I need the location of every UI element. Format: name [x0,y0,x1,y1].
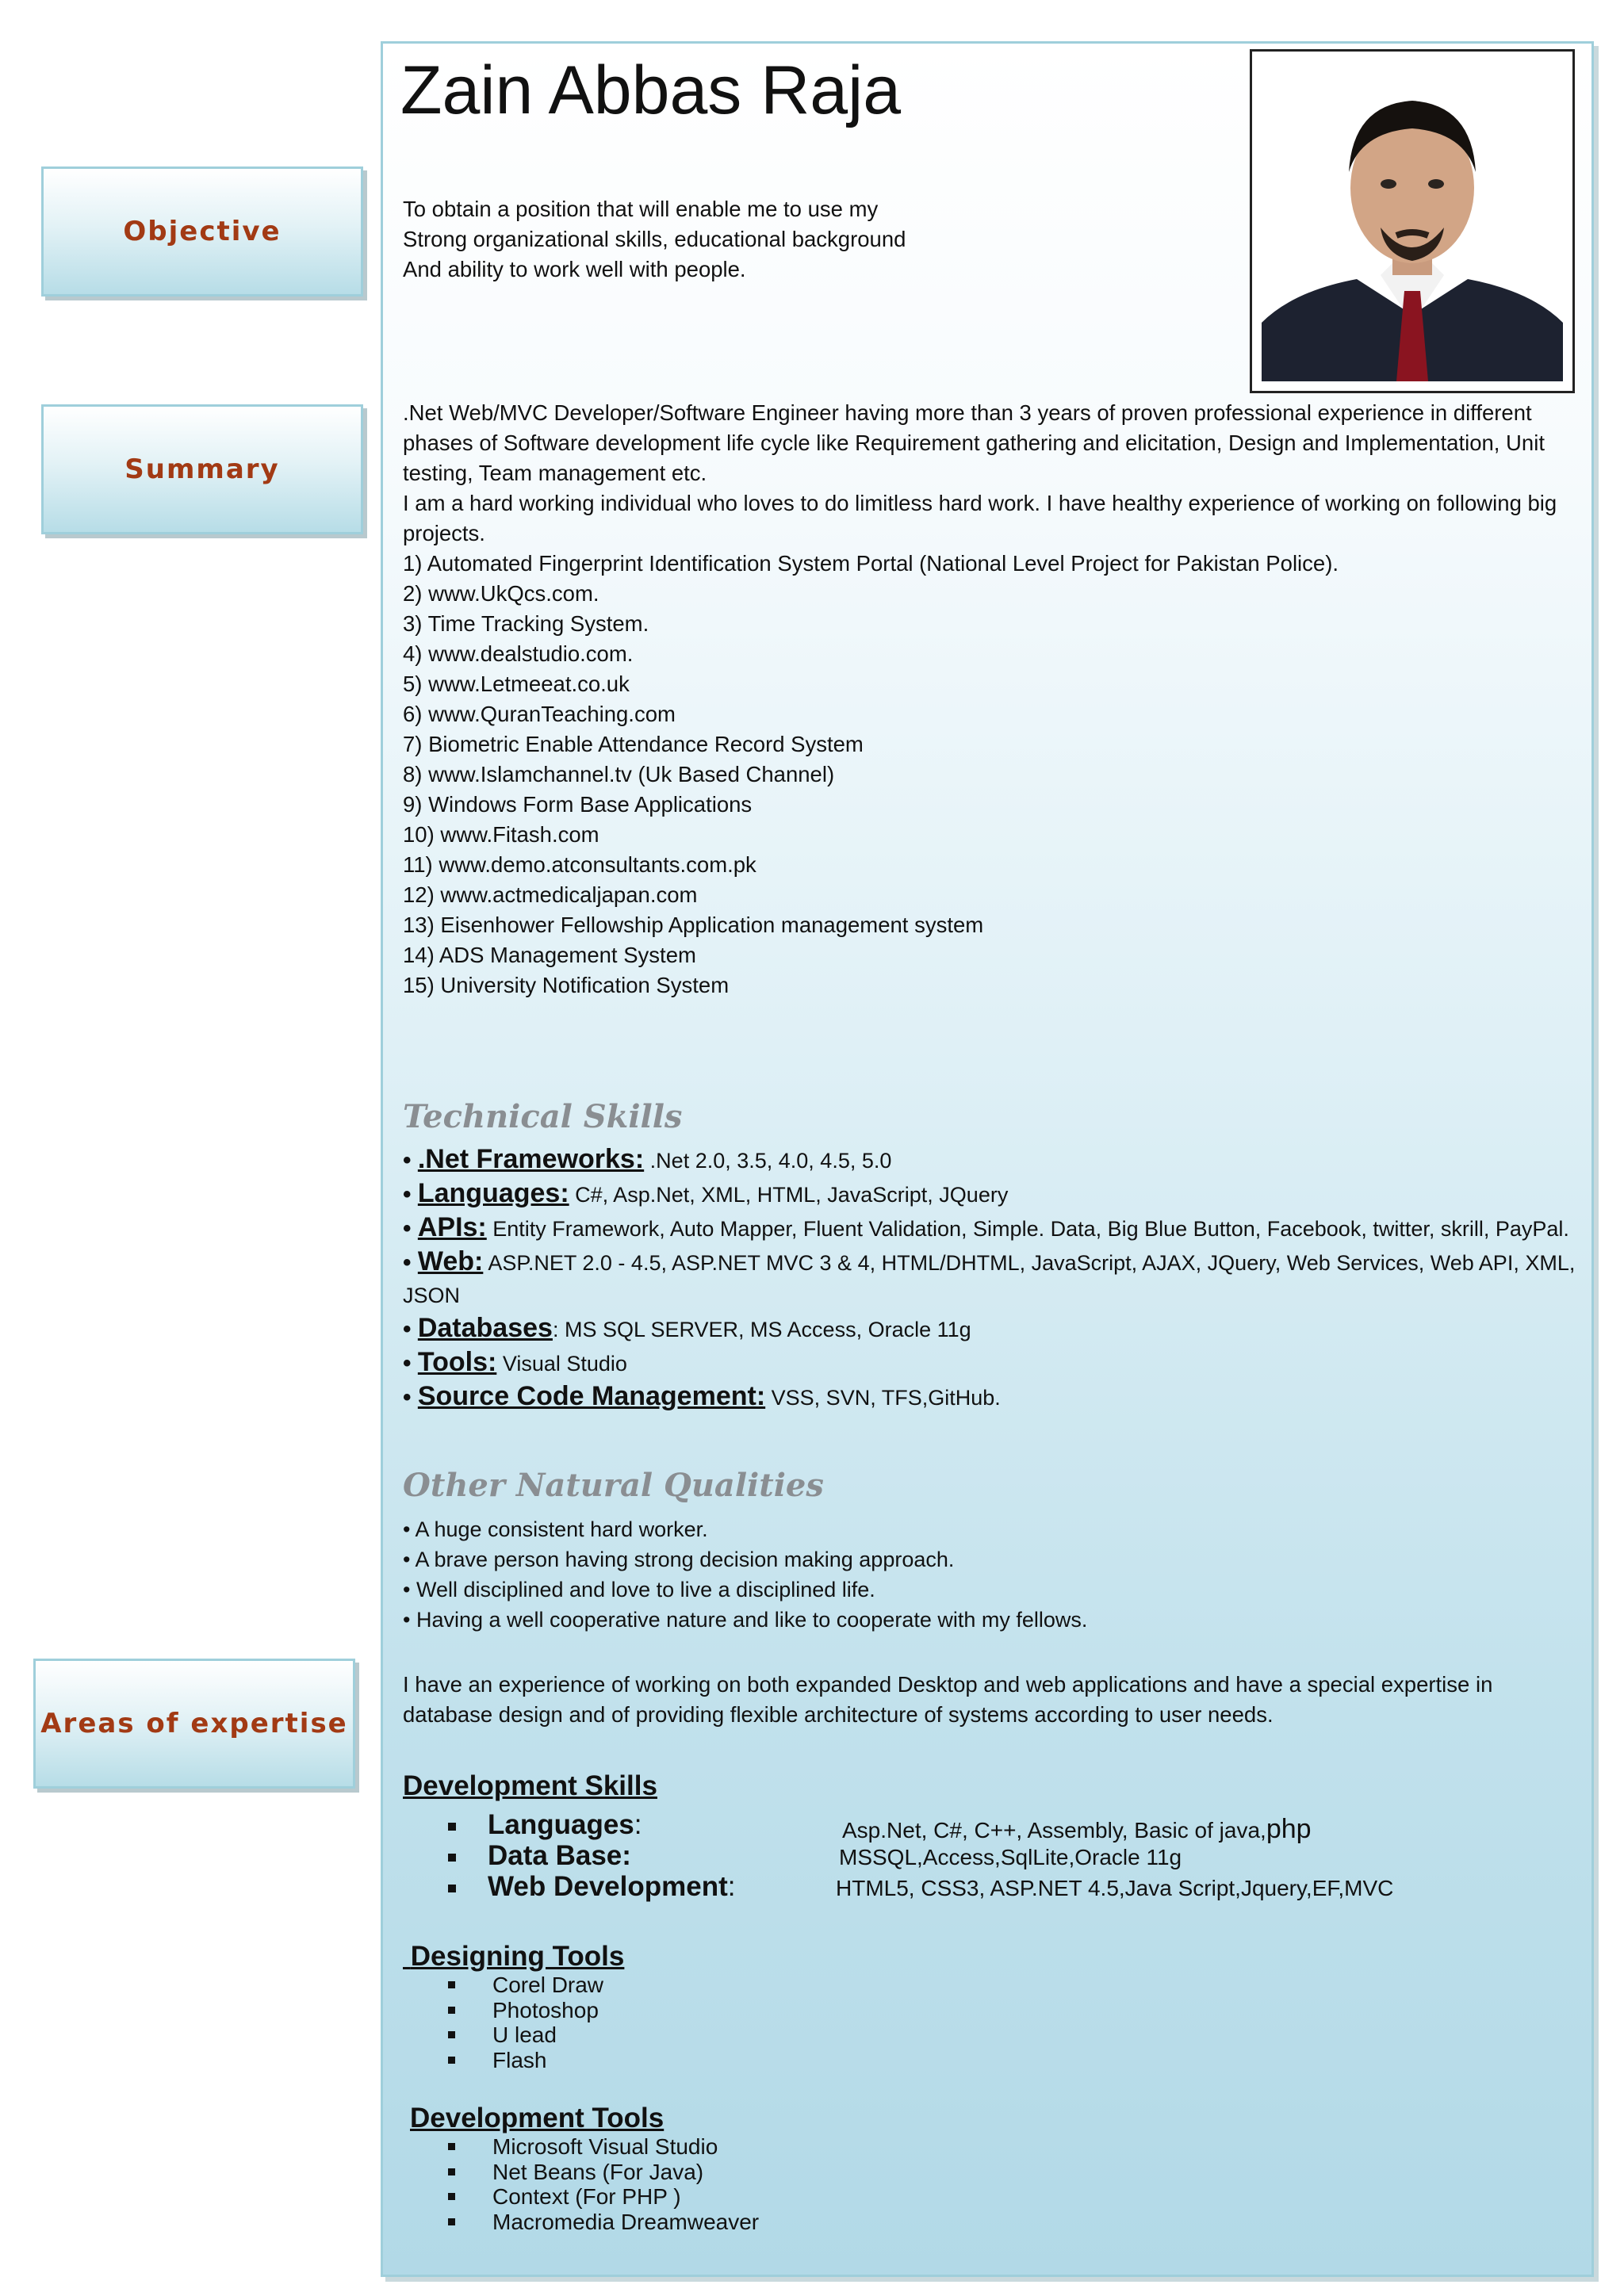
tech-skill-item: • Tools: Visual Studio [403,1347,627,1377]
dev-skill-label: Web Development [488,1871,728,1902]
project-item: 13) Eisenhower Fellowship Application management system [403,913,984,937]
tech-skill-key: .Net Frameworks: [417,1144,645,1174]
expertise-label-text: Areas of expertise [40,1708,348,1739]
dev-skill-value: MSSQL,Access,SqlLite,Oracle 11g [839,1845,1182,1869]
designing-tool-item [448,2048,603,2073]
objective-label [41,166,363,297]
development-tool-label: Macromedia Dreamweaver [492,2209,760,2234]
tech-skill-value: VSS, SVN, TFS,GitHub. [765,1386,1001,1410]
development-tool-item [448,2210,759,2235]
designing-tool-item [448,1973,603,1998]
dev-skill-row [448,1840,631,1872]
dev-skill-row [448,1871,735,1903]
summary-intro-2: I am a hard working individual who loves to do limitless hard work. I have healthy experience of working on following big projects. [403,491,1557,545]
project-item: 11) www.demo.atconsultants.com.pk [403,852,756,877]
designing-tool-label: Corel Draw [492,1973,604,1997]
objective-label-text: Objective [123,216,282,247]
qualities-list [403,1514,1576,1635]
development-tool-label: Microsoft Visual Studio [492,2134,718,2159]
tech-skill-value: Entity Framework, Auto Mapper, Fluent Validation, Simple. Data, Big Blue Button, Facebook, twitter, skrill, PayPal. [486,1217,1569,1241]
tech-skill-item: • Languages: C#, Asp.Net, XML, HTML, JavaScript, JQuery [403,1178,1009,1208]
person-name: Zain Abbas Raja [400,52,902,128]
portrait-image [1262,61,1563,381]
tech-skill-key: Web: [417,1246,484,1276]
objective-line: And ability to work well with people. [403,257,746,281]
project-item: 9) Windows Form Base Applications [403,792,753,817]
development-tool-label: Net Beans (For Java) [492,2159,704,2184]
objective-line: Strong organizational skills, educational background [403,227,906,251]
summary-text [403,398,1576,1001]
quality-item: • A huge consistent hard worker. [403,1517,708,1541]
objective-text [403,194,974,285]
tech-skill-value: ASP.NET 2.0 - 4.5, ASP.NET MVC 3 & 4, HTML/DHTML, JavaScript, AJAX, JQuery, Web Services, Web API, XML, JSON [403,1251,1576,1307]
development-tool-item [448,2160,759,2185]
project-item: 7) Biometric Enable Attendance Record System [403,732,864,756]
profile-photo [1250,49,1575,393]
dev-skill-suffix: : [727,1871,736,1902]
tech-skill-key: Tools: [417,1347,497,1377]
project-item: 15) University Notification System [403,973,730,997]
tech-skill-value: .Net 2.0, 3.5, 4.0, 4.5, 5.0 [644,1149,892,1173]
quality-item: • Well disciplined and love to live a disciplined life. [403,1578,875,1601]
dev-skill-value: HTML5, CSS3, ASP.NET 4.5,Java Script,Jquery,EF,MVC [836,1876,1394,1900]
technical-skills-list [403,1143,1576,1414]
dev-skill-value-extra: php [1266,1814,1312,1844]
tech-skill-value: C#, Asp.Net, XML, HTML, JavaScript, JQuery [569,1183,1009,1207]
tech-skill-key: Languages: [417,1178,569,1208]
tech-skill-item: • .Net Frameworks: .Net 2.0, 3.5, 4.0, 4.5, 5.0 [403,1144,892,1174]
tech-skill-item: • Source Code Management: VSS, SVN, TFS,GitHub. [403,1381,1001,1411]
tech-skill-key: APIs: [417,1212,487,1242]
project-item: 8) www.Islamchannel.tv (Uk Based Channel) [403,762,835,786]
development-tool-label: Context (For PHP ) [492,2184,681,2209]
quality-item: • Having a well cooperative nature and like to cooperate with my fellows. [403,1608,1088,1632]
designing-tool-label: U lead [492,2022,557,2047]
dev-skill-row [448,1809,642,1841]
summary-intro: .Net Web/MVC Developer/Software Engineer having more than 3 years of proven professional experience in different phases of Software development life cycle like Requirement gathering and elicitation, Design and Implementation, Unit testing, Team management etc. [403,400,1545,485]
tech-skill-value: : MS SQL SERVER, MS Access, Oracle 11g [552,1318,971,1341]
development-tool-item [448,2134,759,2160]
designing-tool-label: Flash [492,2047,547,2072]
development-tool-item [448,2184,759,2210]
designing-tool-item [448,1998,603,2023]
expertise-text: I have an experience of working on both expanded Desktop and web applications and have a special expertise in database design and of providing flexible architecture of systems according to user needs. [403,1672,1493,1727]
expertise-label [33,1659,355,1789]
tech-skill-item: • Databases: MS SQL SERVER, MS Access, Oracle 11g [403,1313,971,1343]
tech-skill-item: • Web: ASP.NET 2.0 - 4.5, ASP.NET MVC 3 & 4, HTML/DHTML, JavaScript, AJAX, JQuery, Web Services, Web API, XML, JSON [403,1246,1576,1307]
dev-skill-value-text: Asp.Net, C#, C++, Assembly, Basic of java, [842,1818,1266,1843]
designing-tools-title-text: Designing Tools [410,1941,625,1972]
objective-line: To obtain a position that will enable me to use my [403,197,879,221]
dev-skill-label: Languages [488,1809,634,1840]
tech-skill-value: Visual Studio [496,1352,627,1376]
designing-tool-label: Photoshop [492,1997,599,2022]
dev-skill-suffix: : [634,1809,642,1840]
project-item: 6) www.QuranTeaching.com [403,702,676,726]
project-item: 14) ADS Management System [403,943,696,967]
qualities-title: Other Natural Qualities [403,1467,824,1504]
project-item: 12) www.actmedicaljapan.com [403,882,698,907]
project-item: 10) www.Fitash.com [403,822,599,847]
development-tools-list [448,2134,759,2234]
project-item: 5) www.Letmeeat.co.uk [403,672,630,696]
summary-label [41,404,363,534]
tech-skill-key: Source Code Management: [417,1381,766,1411]
quality-item: • A brave person having strong decision making approach. [403,1548,955,1571]
development-tools-title: Development Tools [410,2103,665,2133]
dev-skill-label: Data Base: [488,1840,631,1871]
project-item: 1) Automated Fingerprint Identification System Portal (National Level Project for Pakistan Police). [403,551,1339,576]
tech-skill-item: • APIs: Entity Framework, Auto Mapper, Fluent Validation, Simple. Data, Big Blue Button, Facebook, twitter, skrill, PayPal. [403,1212,1569,1242]
summary-label-text: Summary [124,453,280,485]
designing-tools-list [448,1973,603,2072]
designing-tools-title [403,1941,624,1973]
project-item: 2) www.UkQcs.com. [403,581,599,606]
project-item: 4) www.dealstudio.com. [403,641,634,666]
tech-skill-key: Databases [417,1313,553,1343]
project-item: 3) Time Tracking System. [403,611,649,636]
dev-skill-value [842,1814,1312,1845]
development-skills-title: Development Skills [403,1770,657,1801]
designing-tool-item [448,2022,603,2048]
technical-skills-title: Technical Skills [403,1098,683,1135]
